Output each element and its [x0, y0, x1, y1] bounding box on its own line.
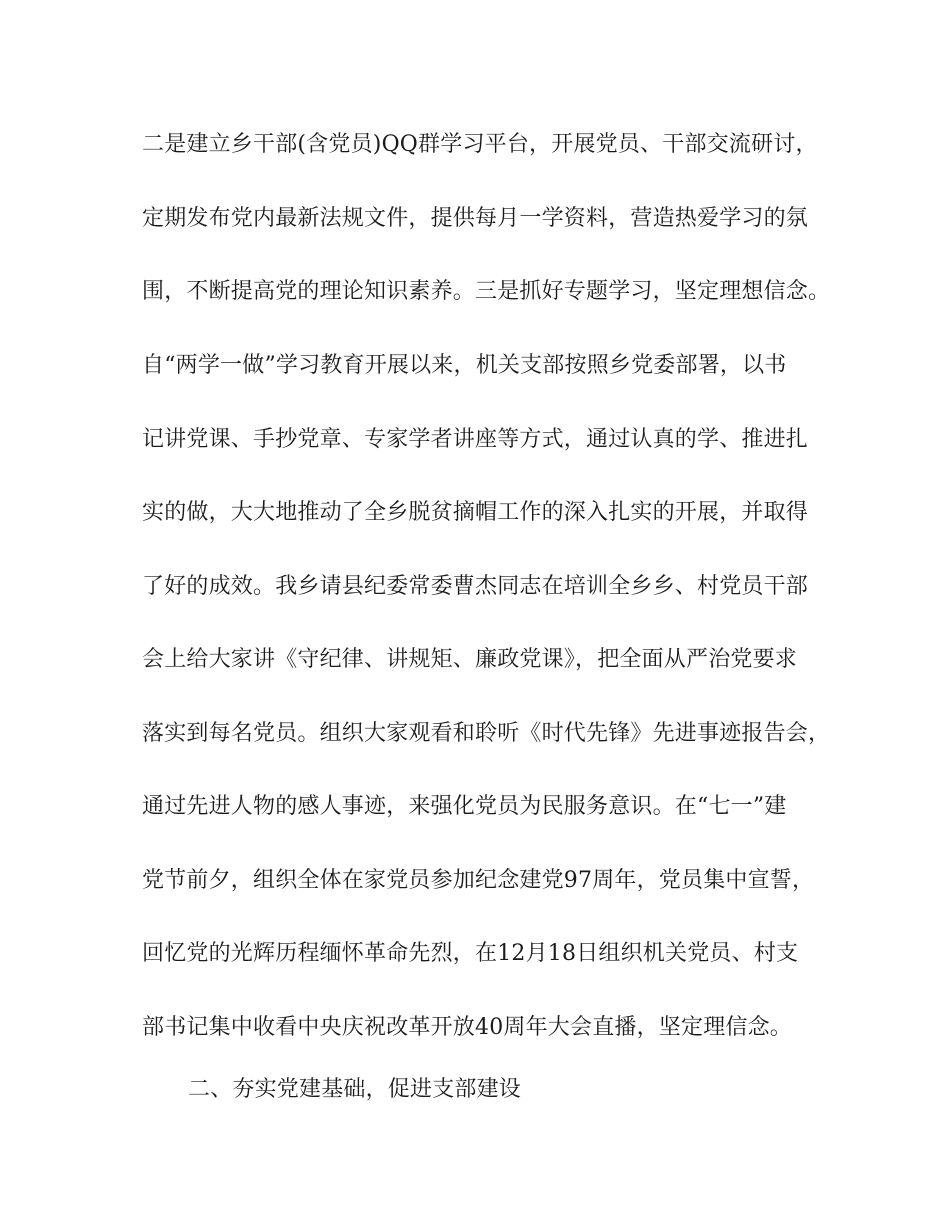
- body-text-line: 记讲党课、手抄党章、专家学者讲座等方式，通过认真的学、推进扎: [142, 427, 809, 452]
- body-text-line: 自“两学一做”学习教育开展以来，机关支部按照乡党委部署，以书: [142, 353, 787, 378]
- body-text-line: 实的做，大大地推动了全乡脱贫摘帽工作的深入扎实的开展，并取得: [142, 500, 809, 525]
- body-text-line: 二是建立乡干部(含党员)QQ群学习平台，开展党员、干部交流研讨，: [142, 132, 818, 157]
- body-text-line: 党节前夕，组织全体在家党员参加纪念建党97周年，党员集中宣誓，: [142, 868, 815, 893]
- body-text-line: 定期发布党内最新法规文件，提供每月一学资料，营造热爱学习的氛: [142, 206, 809, 231]
- body-text-line: 通过先进人物的感人事迹，来强化党员为民服务意识。在“七一”建: [142, 794, 787, 819]
- body-text-line: 部书记集中收看中央庆祝改革开放40周年大会直播，坚定理信念。: [142, 1015, 792, 1040]
- body-text-line: 会上给大家讲《守纪律、讲规矩、廉政党课》，把全面从严治党要求: [142, 647, 798, 672]
- body-text-line: 回忆党的光辉历程缅怀革命先烈，在12月18日组织机关党员、村支: [142, 941, 799, 966]
- body-text-line: 了好的成效。我乡请县纪委常委曹杰同志在培训全乡乡、村党员干部: [142, 574, 809, 599]
- body-text-line: 围，不断提高党的理论知识素养。三是抓好专题学习，坚定理想信念。: [142, 279, 831, 304]
- body-text-line: 落实到每名党员。组织大家观看和聆听《时代先锋》先进事迹报告会，: [142, 721, 831, 746]
- section-heading: 二、夯实党建基础，促进支部建设: [188, 1077, 522, 1102]
